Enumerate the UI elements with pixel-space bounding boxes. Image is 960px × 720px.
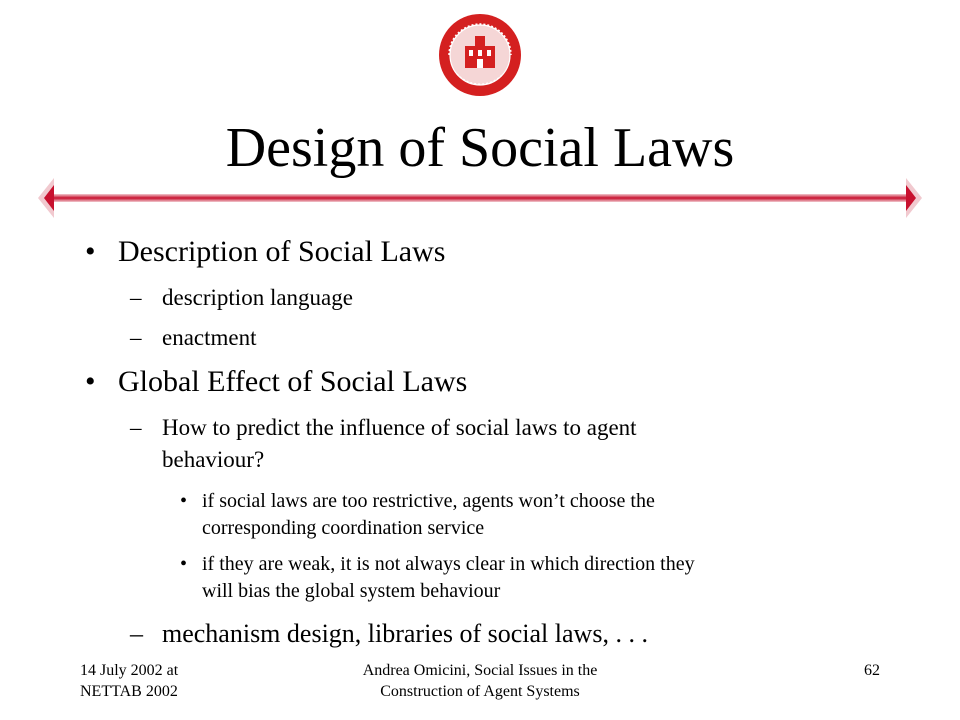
sub-bullet-how-to-predict [130, 412, 637, 476]
footer-author-title [320, 660, 640, 702]
sub-bullet-mechanism-design [130, 617, 648, 651]
footer-talk-title: Construction of Agent Systems [380, 683, 580, 700]
sub-bullet-description-language [130, 282, 353, 314]
sub-bullet-line: behaviour? [162, 447, 265, 472]
page-number: 62 [864, 662, 880, 679]
bullet-description-of-social-laws [85, 234, 446, 270]
footer-date-venue [80, 660, 230, 702]
detail-bullet-weak [180, 551, 695, 605]
bullet-global-effect-of-social-laws [85, 364, 468, 400]
bullet-text: Description of Social Laws [118, 235, 446, 268]
sub-bullet-text: enactment [162, 325, 257, 350]
footer-date: 14 July 2002 at [80, 662, 179, 679]
sub-bullet-marker: – [130, 415, 142, 440]
detail-bullet-line: corresponding coordination service [202, 517, 485, 539]
title-divider [38, 176, 922, 222]
sub-bullet-text: mechanism design, libraries of social laws, . . . [162, 619, 648, 648]
detail-bullet-too-restrictive [180, 488, 655, 542]
sub-bullet-line: How to predict the influence of social laws to agent [162, 415, 637, 440]
detail-bullet-line: if social laws are too restrictive, agents won’t choose the [202, 490, 655, 512]
bullet-marker: • [85, 365, 96, 398]
sub-bullet-text: description language [162, 285, 353, 310]
footer-author: Andrea Omicini, Social Issues in the [362, 662, 598, 679]
sub-bullet-marker: – [130, 619, 143, 648]
sub-bullet-marker: – [130, 285, 142, 310]
sub-bullet-enactment [130, 322, 257, 354]
footer-venue: NETTAB 2002 [80, 683, 178, 700]
detail-bullet-marker: • [180, 553, 188, 575]
detail-bullet-marker: • [180, 490, 188, 512]
bullet-text: Global Effect of Social Laws [118, 365, 468, 398]
detail-bullet-line: if they are weak, it is not always clear in which direction they [202, 553, 695, 575]
detail-bullet-line: will bias the global system behaviour [202, 580, 501, 602]
bullet-marker: • [85, 235, 96, 268]
slide-title: Design of Social Laws [225, 117, 735, 179]
sub-bullet-marker: – [130, 325, 142, 350]
university-seal-logo [437, 12, 523, 98]
